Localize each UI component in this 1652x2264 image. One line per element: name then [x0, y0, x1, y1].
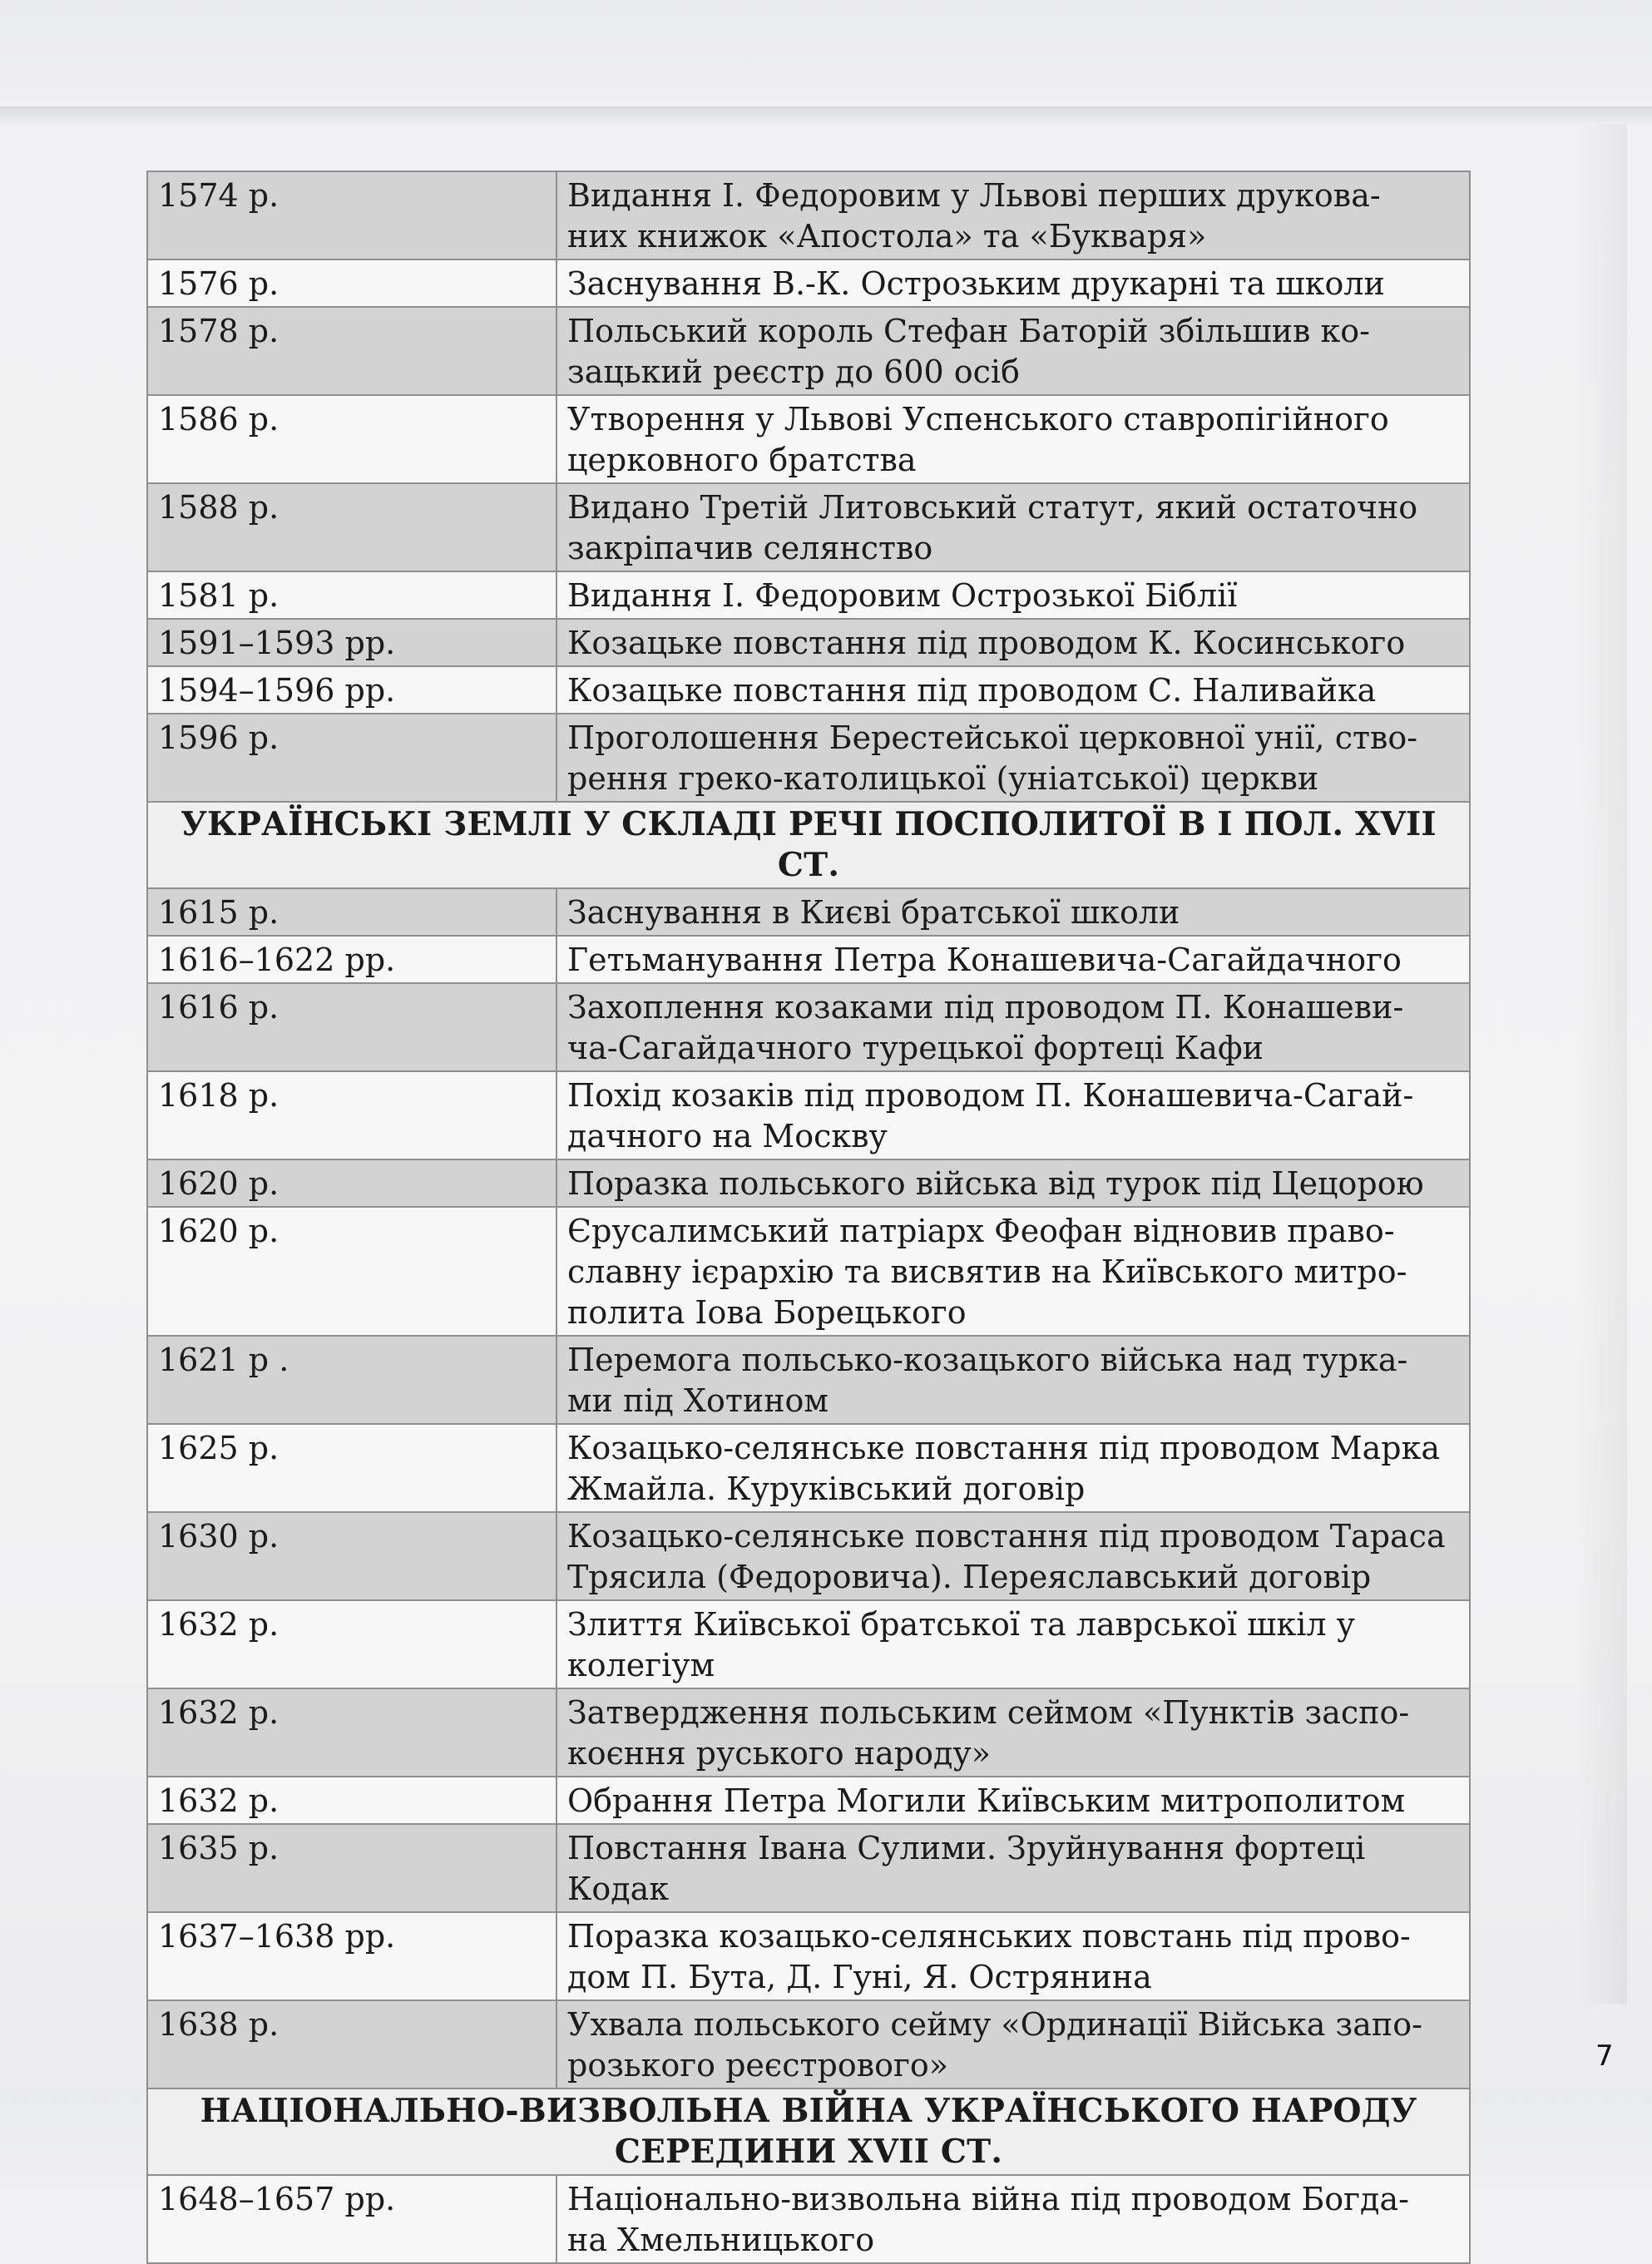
event-cell: Козацько-селянське повстання під проводом Тараса Трясила (Федоровича). Переяславський договір: [556, 1512, 1470, 1600]
date-cell: 1574 р.: [147, 171, 556, 260]
table-row: [147, 666, 1470, 714]
table-row: [147, 619, 1470, 666]
table-row: [147, 1824, 1470, 1912]
date-cell: 1594–1596 рр.: [147, 666, 556, 714]
table-row: [147, 936, 1470, 983]
event-cell: Обрання Петра Могили Київським митрополитом: [556, 1777, 1470, 1824]
date-cell: 1586 р.: [147, 395, 556, 483]
date-cell: 1581 р.: [147, 571, 556, 619]
chronology-table: [146, 171, 1471, 2264]
event-cell: Повстання Івана Сулими. Зруйнування фортеці Кодак: [556, 1824, 1470, 1912]
date-cell: 1625 р.: [147, 1424, 556, 1512]
event-cell: Козацьке повстання під проводом К. Косинського: [556, 619, 1470, 666]
table-row: [147, 395, 1470, 483]
table-row: [147, 483, 1470, 571]
event-cell: Перемога польсько-козацького війська над турка- ми під Хотином: [556, 1336, 1470, 1424]
event-cell: Гетьманування Петра Конашевича-Сагайдачного: [556, 936, 1470, 983]
page-edge-shadow: [1577, 125, 1627, 2004]
event-cell: Заснування В.-К. Острозьким друкарні та школи: [556, 260, 1470, 307]
date-cell: 1638 р.: [147, 2000, 556, 2089]
section-header-row: [147, 2089, 1470, 2175]
table-row: [147, 983, 1470, 1071]
table-row: [147, 171, 1470, 260]
date-cell: 1616–1622 рр.: [147, 936, 556, 983]
date-cell: 1620 р.: [147, 1207, 556, 1336]
event-cell: Захоплення козаками під проводом П. Конашеви- ча-Сагайдачного турецької фортеці Кафи: [556, 983, 1470, 1071]
event-cell: Злиття Київської братської та лаврської шкіл у колегіум: [556, 1600, 1470, 1688]
section-title: НАЦІОНАЛЬНО-ВИЗВОЛЬНА ВІЙНА УКРАЇНСЬКОГО НАРОДУ СЕРЕДИНИ XVII СТ.: [147, 2089, 1470, 2175]
event-cell: Видання І. Федоровим Острозької Біблії: [556, 571, 1470, 619]
event-cell: Поразка козацько-селянських повстань під прово- дом П. Бута, Д. Гуні, Я. Острянина: [556, 1912, 1470, 2000]
date-cell: 1576 р.: [147, 260, 556, 307]
date-cell: 1632 р.: [147, 1600, 556, 1688]
table-row: [147, 2000, 1470, 2089]
date-cell: 1637–1638 рр.: [147, 1912, 556, 2000]
page-top-shadow: [0, 106, 1652, 125]
date-cell: 1630 р.: [147, 1512, 556, 1600]
section-header-row: [147, 802, 1470, 888]
table-row: [147, 714, 1470, 802]
event-cell: Утворення у Львові Успенського ставропігійного церковного братства: [556, 395, 1470, 483]
event-cell: Заснування в Києві братської школи: [556, 888, 1470, 936]
table-row: [147, 1207, 1470, 1336]
table-row: [147, 1777, 1470, 1824]
table-row: [147, 260, 1470, 307]
date-cell: 1615 р.: [147, 888, 556, 936]
event-cell: Ухвала польського сейму «Ординації Війська запо- розького реєстрового»: [556, 2000, 1470, 2089]
date-cell: 1578 р.: [147, 307, 556, 395]
table-row: [147, 888, 1470, 936]
table-row: [147, 1600, 1470, 1688]
chronology-table-body: [147, 171, 1470, 2263]
table-row: [147, 1512, 1470, 1600]
date-cell: 1648–1657 рр.: [147, 2175, 556, 2263]
event-cell: Видання І. Федоровим у Львові перших друкова- них книжок «Апостола» та «Букваря»: [556, 171, 1470, 260]
section-title: УКРАЇНСЬКІ ЗЕМЛІ У СКЛАДІ РЕЧІ ПОСПОЛИТОЇ В І ПОЛ. XVII СТ.: [147, 802, 1470, 888]
date-cell: 1588 р.: [147, 483, 556, 571]
date-cell: 1632 р.: [147, 1777, 556, 1824]
table-row: [147, 307, 1470, 395]
event-cell: Національно-визвольна війна під проводом Богда- на Хмельницького: [556, 2175, 1470, 2263]
date-cell: 1591–1593 рр.: [147, 619, 556, 666]
event-cell: Єрусалимський патріарх Феофан відновив право- славну ієрархію та висвятив на Київського митро- полита Іова Борецького: [556, 1207, 1470, 1336]
table-row: [147, 1688, 1470, 1777]
date-cell: 1635 р.: [147, 1824, 556, 1912]
table-row: [147, 2175, 1470, 2263]
event-cell: Козацьке повстання під проводом С. Наливайка: [556, 666, 1470, 714]
event-cell: Польський король Стефан Баторій збільшив ко- зацький реєстр до 600 осіб: [556, 307, 1470, 395]
event-cell: Видано Третій Литовський статут, який остаточно закріпачив селянство: [556, 483, 1470, 571]
event-cell: Проголошення Берестейської церковної унії, ство- рення греко-католицької (уніатської) церкви: [556, 714, 1470, 802]
date-cell: 1618 р.: [147, 1071, 556, 1159]
date-cell: 1621 р .: [147, 1336, 556, 1424]
table-row: [147, 1424, 1470, 1512]
table-row: [147, 1071, 1470, 1159]
event-cell: Похід козаків під проводом П. Конашевича-Сагай- дачного на Москву: [556, 1071, 1470, 1159]
date-cell: 1620 р.: [147, 1159, 556, 1207]
event-cell: Козацько-селянське повстання під проводом Марка Жмайла. Куруківський договір: [556, 1424, 1470, 1512]
page-number: 7: [1595, 2039, 1614, 2073]
table-row: [147, 1159, 1470, 1207]
event-cell: Поразка польського війська від турок під Цецорою: [556, 1159, 1470, 1207]
date-cell: 1632 р.: [147, 1688, 556, 1777]
table-row: [147, 1912, 1470, 2000]
table-row: [147, 571, 1470, 619]
table-row: [147, 1336, 1470, 1424]
event-cell: Затвердження польським сеймом «Пунктів заспо- коєння руського народу»: [556, 1688, 1470, 1777]
date-cell: 1596 р.: [147, 714, 556, 802]
date-cell: 1616 р.: [147, 983, 556, 1071]
